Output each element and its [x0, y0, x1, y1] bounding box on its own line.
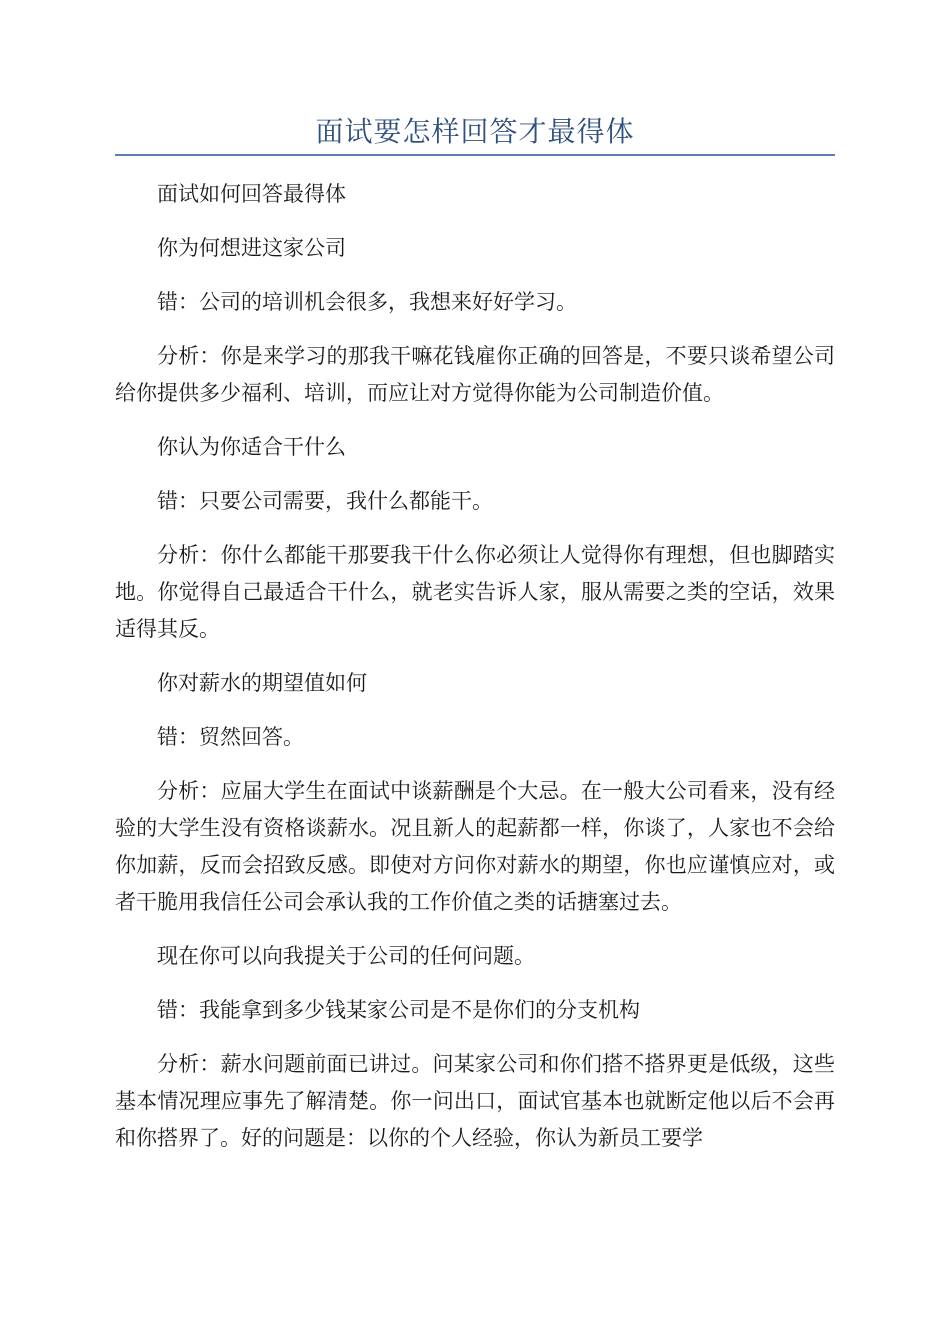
paragraph: 错：我能拿到多少钱某家公司是不是你们的分支机构 — [157, 998, 640, 1022]
paragraph: 你为何想进这家公司 — [157, 236, 346, 260]
document-body — [115, 176, 835, 1174]
paragraph: 错：只要公司需要，我什么都能干。 — [157, 489, 493, 513]
document-title: 面试要怎样回答才最得体 — [315, 115, 635, 148]
title-underline — [115, 154, 835, 156]
paragraph: 错：贸然回答。 — [157, 725, 304, 749]
paragraph: 你对薪水的期望值如何 — [157, 671, 367, 695]
paragraph: 分析：薪水问题前面已讲过。问某家公司和你们搭不搭界更是低级，这些基本情况理应事先了解清楚。你一问出口，面试官基本也就断定他以后不会再和你搭界了。好的问题是：以你的个人经验，你认为新员工要学 — [115, 1052, 835, 1150]
paragraph: 错：公司的培训机会很多，我想来好好学习。 — [157, 290, 577, 314]
paragraph: 你认为你适合干什么 — [157, 435, 346, 459]
paragraph: 分析：应届大学生在面试中谈薪酬是个大忌。在一般大公司看来，没有经验的大学生没有资格谈薪水。况且新人的起薪都一样，你谈了，人家也不会给你加薪，反而会招致反感。即使对方问你对薪水的期望，你也应谨慎应对，或者干脆用我信任公司会承认我的工作价值之类的话搪塞过去。 — [115, 779, 835, 914]
paragraph: 分析：你什么都能干那要我干什么你必须让人觉得你有理想，但也脚踏实地。你觉得自己最适合干什么，就老实告诉人家，服从需要之类的空话，效果适得其反。 — [115, 543, 835, 641]
paragraph: 现在你可以向我提关于公司的任何问题。 — [157, 944, 535, 968]
paragraph: 面试如何回答最得体 — [157, 182, 346, 206]
paragraph: 分析：你是来学习的那我干嘛花钱雇你正确的回答是，不要只谈希望公司给你提供多少福利、培训，而应让对方觉得你能为公司制造价值。 — [115, 344, 835, 405]
